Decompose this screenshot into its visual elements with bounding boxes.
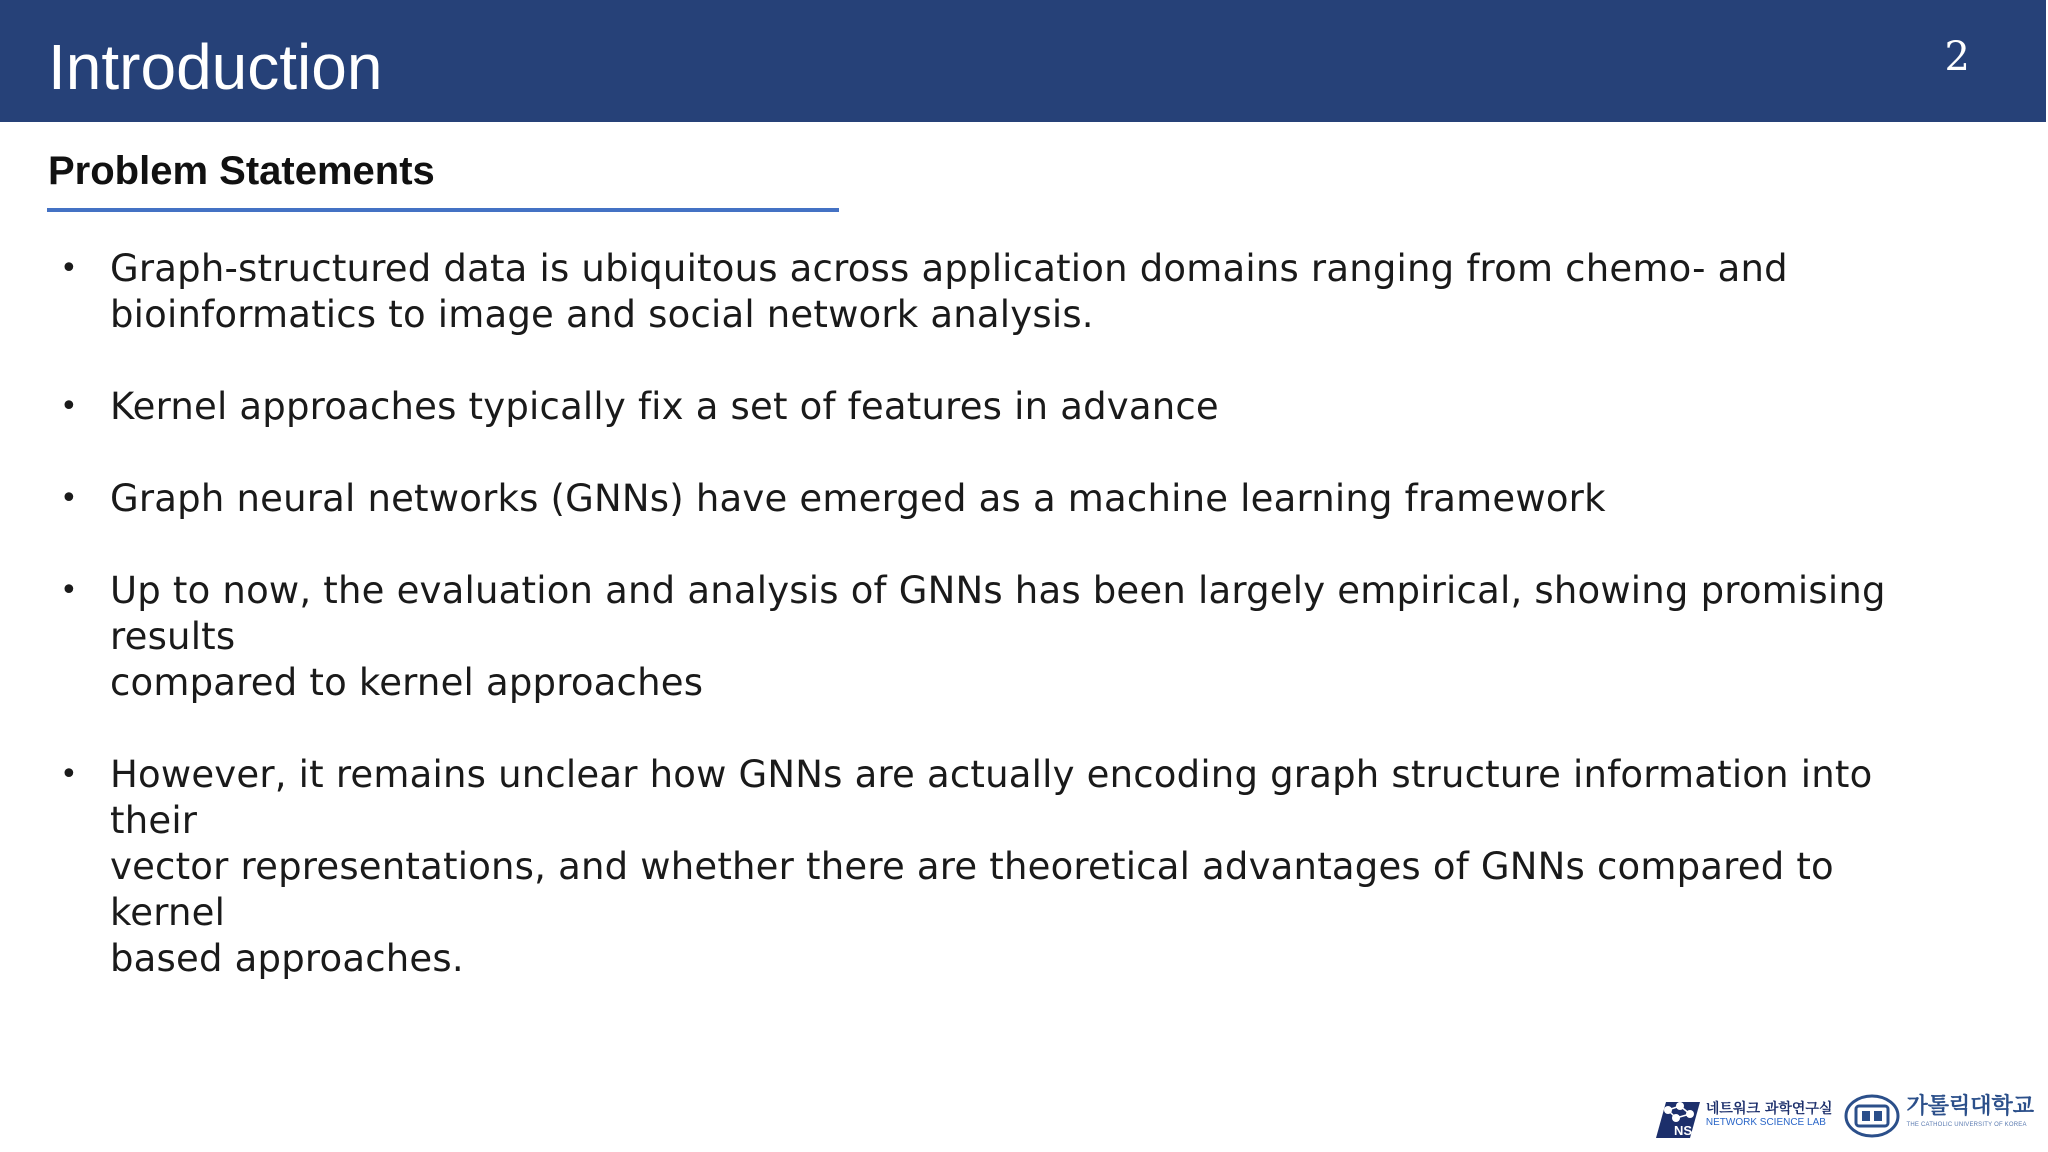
lab-name-english: NETWORK SCIENCE LAB [1705, 1117, 1826, 1128]
bullet-line: based approaches. [110, 937, 464, 980]
bullet-dot: • [60, 251, 78, 286]
page-number: 2 [1944, 34, 1970, 80]
bullet-line: Graph-structured data is ubiquitous across application domains ranging from chemo- and [110, 247, 1788, 290]
university-emblem-icon [1844, 1094, 1900, 1138]
bullet-list [0, 246, 2048, 1028]
bullet-line: vector representations, and whether there are theoretical advantages of GNNs compared to kernel [110, 845, 1834, 934]
bullet-item [0, 246, 1910, 338]
bullet-line: Kernel approaches typically fix a set of features in advance [110, 385, 1219, 428]
slide-title: Introduction [48, 31, 383, 103]
bullet-line: compared to kernel approaches [110, 661, 704, 704]
lab-name-korean: 네트워크 과학연구실 [1705, 1101, 1833, 1117]
bullet-item [0, 384, 1910, 430]
bullet-line: However, it remains unclear how GNNs are actually encoding graph structure information into their [110, 753, 1873, 842]
footer-logos [1652, 1094, 2034, 1138]
bullet-dot: • [60, 389, 78, 424]
title-bar [0, 0, 2046, 122]
bullet-line: Graph neural networks (GNNs) have emerged as a machine learning framework [110, 477, 1606, 520]
university-name-english: THE CATHOLIC UNIVERSITY OF KOREA [1906, 1122, 2027, 1128]
ns-badge-text: NS [1673, 1123, 1692, 1138]
heading-underline [47, 208, 839, 212]
bullet-line: Up to now, the evaluation and analysis of GNNs has been largely empirical, showing promising results [110, 569, 1886, 658]
bullet-item [0, 752, 1910, 982]
bullet-item [0, 568, 1910, 706]
network-nodes-icon [1652, 1094, 1702, 1138]
catholic-university-logo [1844, 1094, 2034, 1138]
bullet-dot: • [60, 573, 78, 608]
network-science-lab-logo [1652, 1094, 1833, 1138]
bullet-dot: • [60, 757, 78, 792]
section-heading: Problem Statements [48, 149, 435, 193]
bullet-item [0, 476, 1910, 522]
university-name-korean: 가톨릭대학교 [1906, 1094, 2034, 1119]
bullet-line: bioinformatics to image and social network analysis. [110, 293, 1094, 336]
bullet-dot: • [60, 481, 78, 516]
